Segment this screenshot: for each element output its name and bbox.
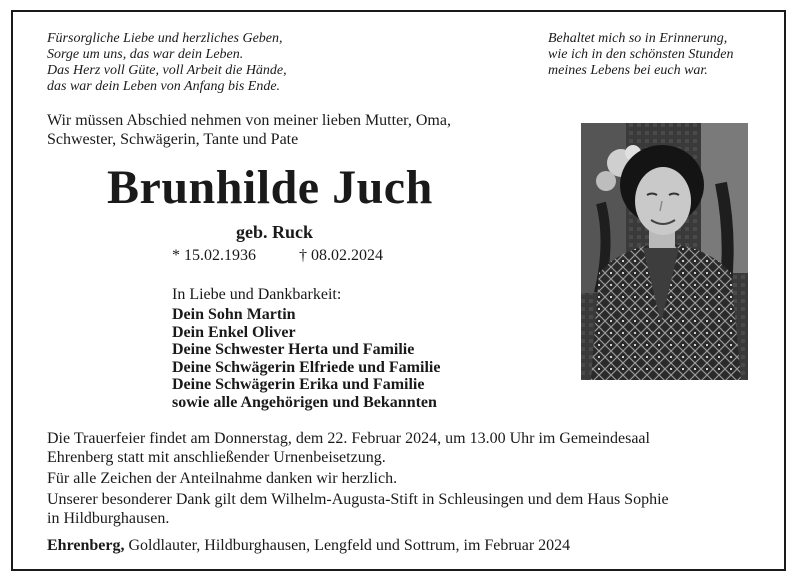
poem-line: Sorge um uns, das war dein Leben.: [47, 47, 244, 62]
closing-place: Ehrenberg,: [47, 537, 125, 554]
special-thanks: [47, 490, 669, 528]
mourner: Deine Schwester Herta und Familie: [172, 341, 415, 359]
mourner: Deine Schwägerin Elfriede und Familie: [172, 358, 441, 376]
intro-line: Schwester, Schwägerin, Tante und Pate: [47, 131, 299, 148]
mourners-intro: In Liebe und Dankbarkeit:: [172, 286, 342, 303]
closing-line: [47, 536, 570, 555]
deceased-name: Brunhilde Juch: [107, 161, 433, 214]
mourner: Deine Schwägerin Erika und Familie: [172, 376, 425, 394]
funeral-line: Die Trauerfeier findet am Donnerstag, dem 22. Februar 2024, um 13.00 Uhr im Gemeindesaal: [47, 430, 650, 447]
poem-line: Behaltet mich so in Erinnerung,: [548, 31, 728, 46]
death-date: † 08.02.2024: [299, 247, 383, 264]
mourner: Dein Sohn Martin: [172, 306, 296, 323]
birth-name: geb. Ruck: [236, 222, 314, 242]
thanks-text: Für alle Zeichen der Anteilnahme danken wir herzlich.: [47, 470, 398, 487]
closing-rest: Goldlauter, Hildburghausen, Lengfeld und Sottrum, im Februar 2024: [124, 537, 571, 554]
poem-line: das war dein Leben von Anfang bis Ende.: [47, 79, 281, 94]
portrait-image: [581, 123, 748, 380]
intro-line: Wir müssen Abschied nehmen von meiner lieben Mutter, Oma,: [47, 112, 451, 129]
poem-right: [548, 31, 733, 79]
intro-text: [47, 111, 451, 149]
mourner: sowie alle Angehörigen und Bekannten: [172, 393, 437, 411]
birth-date: * 15.02.1936: [172, 247, 256, 264]
funeral-line: Ehrenberg statt mit anschließender Urnenbeisetzung.: [47, 449, 386, 466]
special-thanks-line: Unserer besonderer Dank gilt dem Wilhelm-Augusta-Stift in Schleusingen und dem Haus Sophie: [47, 491, 669, 508]
poem-left: [47, 31, 287, 95]
mourner: Dein Enkel Oliver: [172, 323, 296, 341]
poem-line: meines Lebens bei euch war.: [548, 63, 708, 78]
poem-line: wie ich in den schönsten Stunden: [548, 47, 734, 62]
portrait-photo: [581, 123, 748, 380]
special-thanks-line: in Hildburghausen.: [47, 510, 170, 527]
poem-line: Fürsorgliche Liebe und herzliches Geben,: [47, 31, 283, 46]
mourners-list: [172, 306, 440, 412]
poem-line: Das Herz voll Güte, voll Arbeit die Hände,: [47, 63, 287, 78]
funeral-info: [47, 429, 650, 467]
